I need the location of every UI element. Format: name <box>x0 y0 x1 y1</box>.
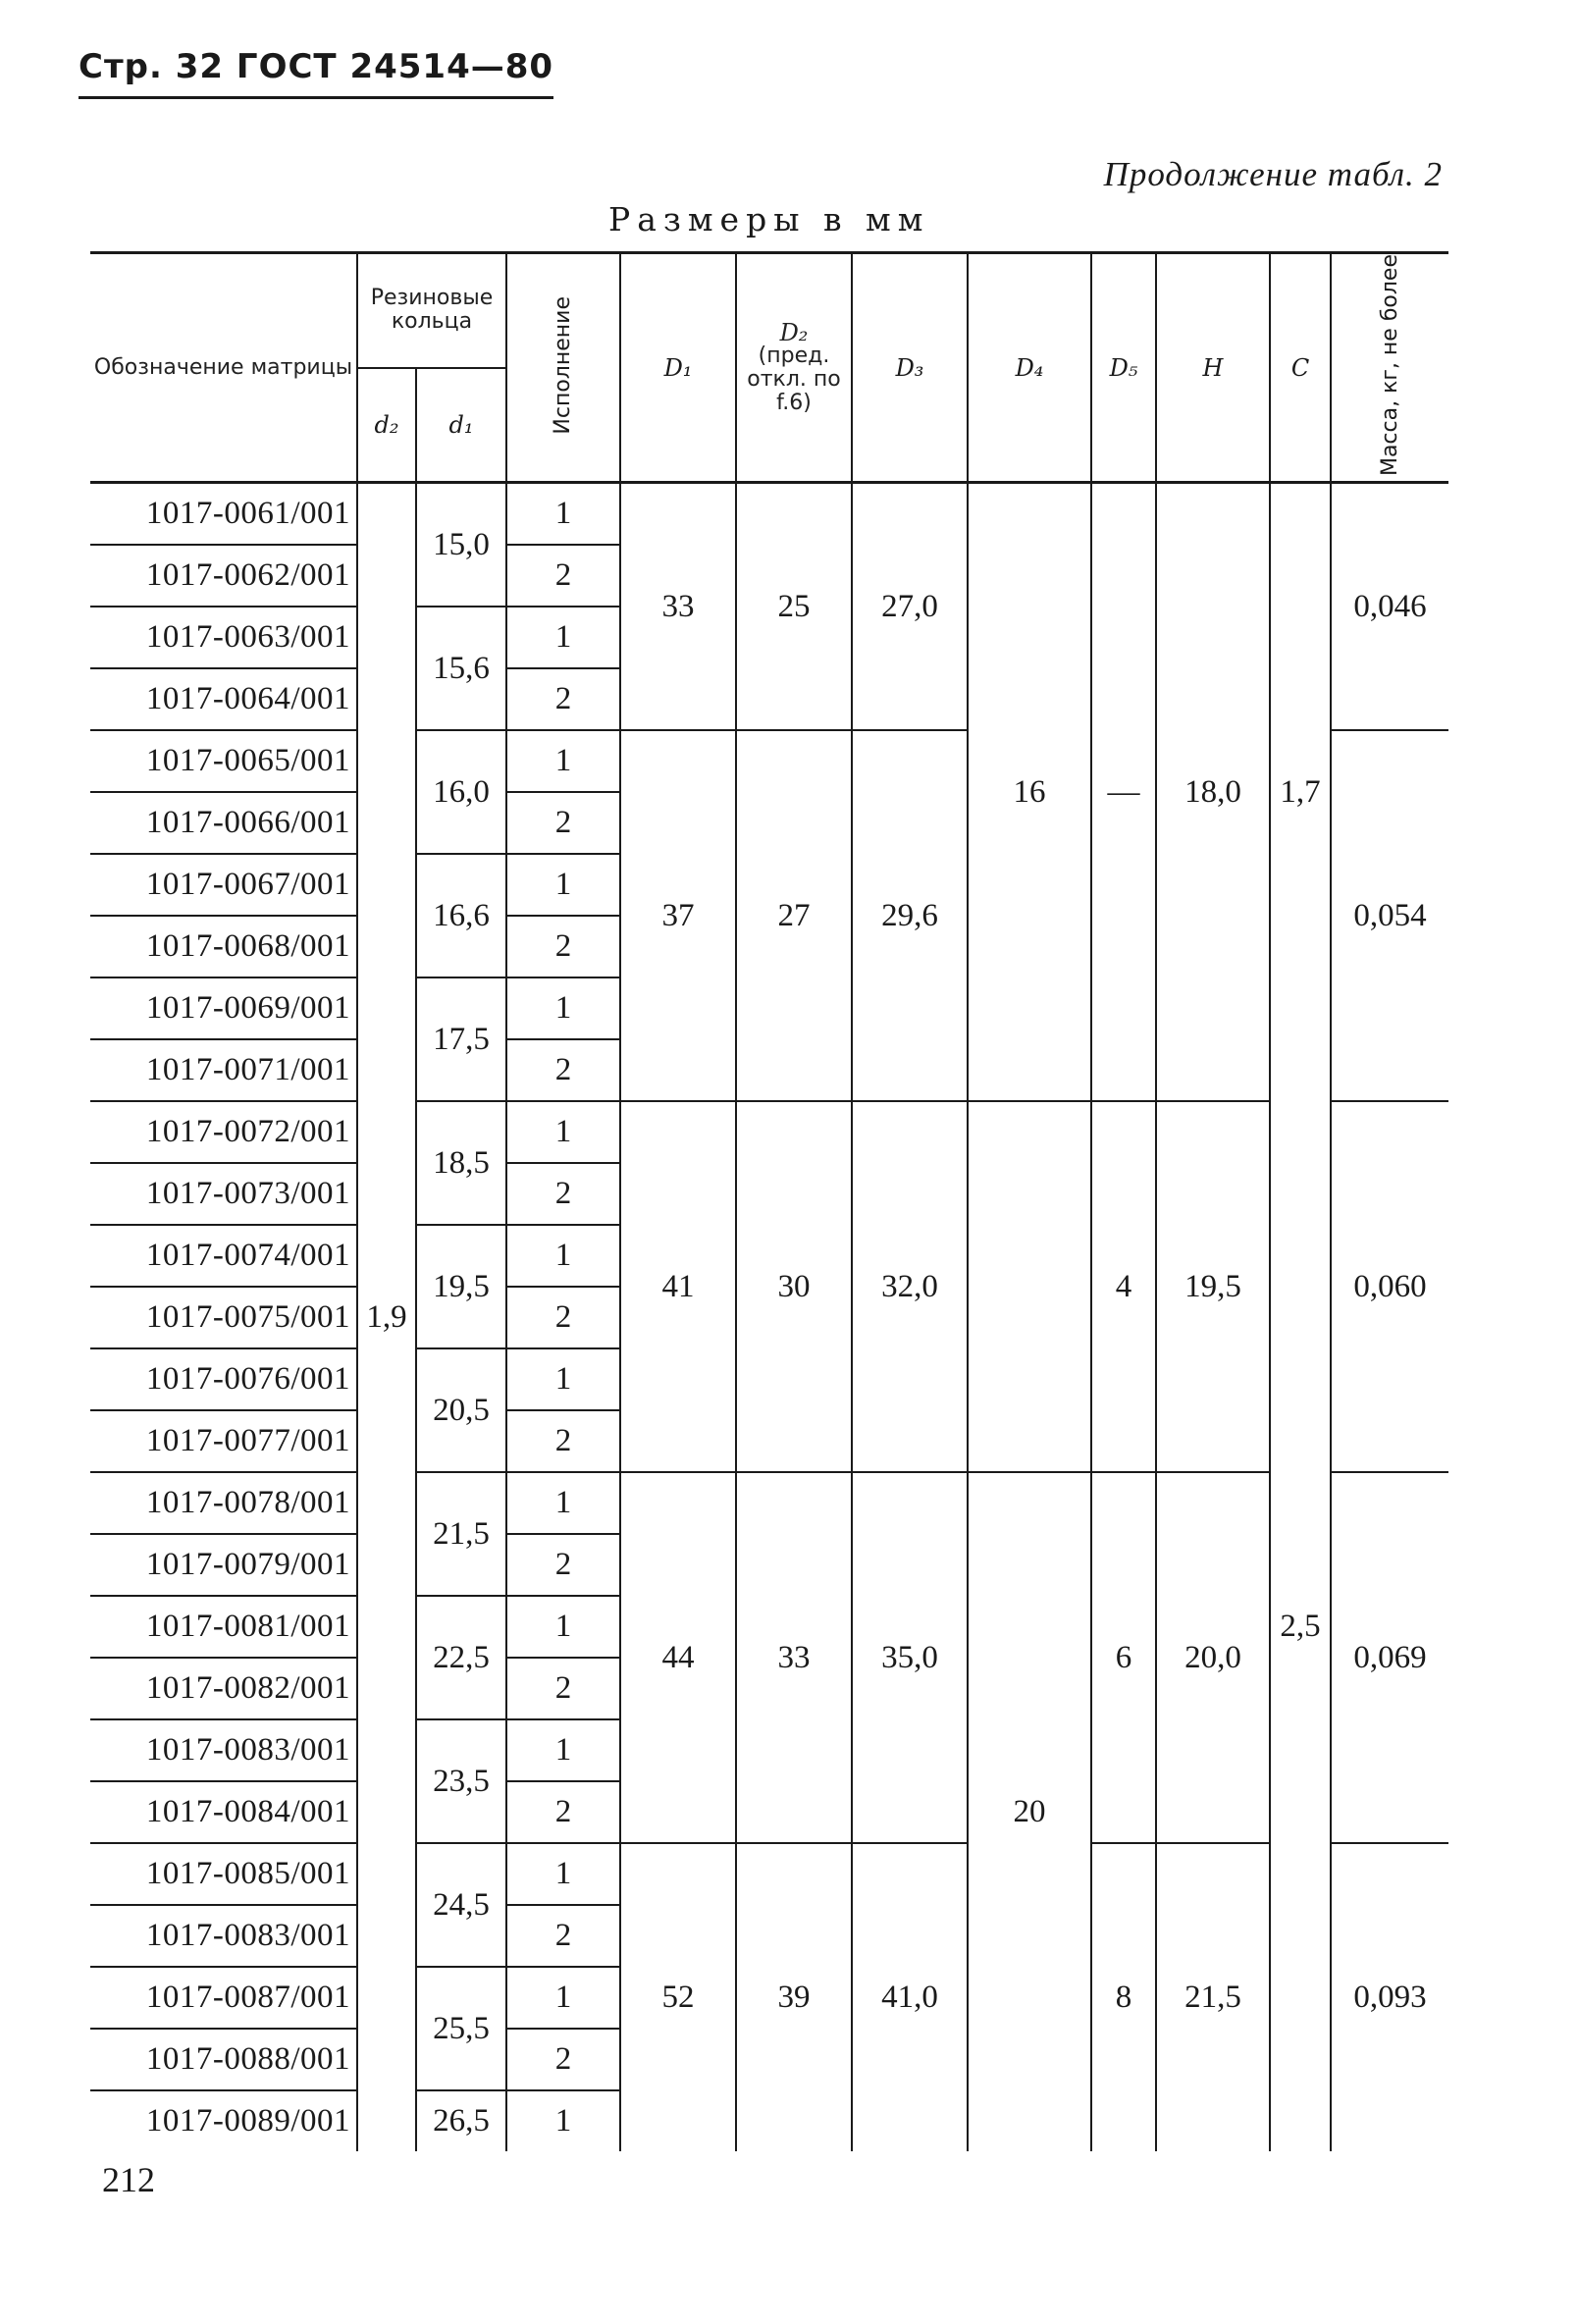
designation-cell: 1017-0071/001 <box>90 1039 357 1101</box>
d2-value-cell: 1,9 <box>357 483 416 2152</box>
d1-cell: 17,5 <box>416 977 506 1101</box>
d1-cell: 22,5 <box>416 1596 506 1719</box>
version-cell: 2 <box>506 545 620 607</box>
version-cell: 2 <box>506 1905 620 1967</box>
version-cell: 1 <box>506 1596 620 1658</box>
table-continuation-label: Продолжение табл. 2 <box>1103 155 1443 193</box>
D1-cell: 41 <box>620 1101 736 1472</box>
col-D3-header: D₃ <box>852 253 968 483</box>
designation-cell: 1017-0083/001 <box>90 1719 357 1781</box>
version-cell: 1 <box>506 977 620 1039</box>
col-D5-header: D₅ <box>1091 253 1156 483</box>
D3-cell: 27,0 <box>852 483 968 731</box>
version-cell: 1 <box>506 1719 620 1781</box>
mass-cell: 0,046 <box>1331 483 1448 731</box>
D5-cell: 4 <box>1091 1101 1156 1472</box>
d1-cell: 25,5 <box>416 1967 506 2090</box>
version-cell: 1 <box>506 1225 620 1287</box>
version-cell: 1 <box>506 730 620 792</box>
d1-cell: 16,6 <box>416 854 506 977</box>
H-cell: 19,5 <box>1156 1101 1270 1472</box>
d1-cell: 15,6 <box>416 607 506 730</box>
version-cell: 1 <box>506 483 620 546</box>
D1-cell: 52 <box>620 1843 736 2151</box>
col-D4-header: D₄ <box>968 253 1091 483</box>
version-cell: 1 <box>506 1843 620 1905</box>
designation-cell: 1017-0089/001 <box>90 2090 357 2151</box>
col-D2-header <box>736 253 852 483</box>
version-cell: 2 <box>506 1287 620 1348</box>
mass-cell: 0,093 <box>1331 1843 1448 2151</box>
col-rubber-rings-header: Резиновые кольца <box>357 253 506 368</box>
D4-cell: 16 <box>968 483 1091 1102</box>
col-designation-header: Обозначение матрицы <box>90 253 357 483</box>
version-cell: 1 <box>506 1348 620 1410</box>
D1-cell: 37 <box>620 730 736 1101</box>
d1-cell: 15,0 <box>416 483 506 607</box>
version-cell: 2 <box>506 1781 620 1843</box>
D4-cell <box>968 1101 1091 1472</box>
designation-cell: 1017-0074/001 <box>90 1225 357 1287</box>
designation-cell: 1017-0084/001 <box>90 1781 357 1843</box>
D3-cell: 41,0 <box>852 1843 968 2151</box>
version-cell: 2 <box>506 1410 620 1472</box>
D5-cell: 6 <box>1091 1472 1156 1843</box>
col-d1-header: d₁ <box>416 368 506 483</box>
D2-cell: 25 <box>736 483 852 731</box>
D5-cell: — <box>1091 483 1156 1102</box>
D1-cell: 33 <box>620 483 736 731</box>
version-cell: 1 <box>506 2090 620 2151</box>
page-header: Стр. 32 ГОСТ 24514—80 <box>79 47 553 99</box>
designation-cell: 1017-0085/001 <box>90 1843 357 1905</box>
mass-cell: 0,069 <box>1331 1472 1448 1843</box>
D4-cell: 20 <box>968 1472 1091 2151</box>
version-cell: 2 <box>506 1658 620 1719</box>
designation-cell: 1017-0062/001 <box>90 545 357 607</box>
col-mass-header: Масса, кг, не более <box>1331 253 1448 483</box>
H-cell: 21,5 <box>1156 1843 1270 2151</box>
designation-cell: 1017-0081/001 <box>90 1596 357 1658</box>
col-d2-header: d₂ <box>357 368 416 483</box>
designation-cell: 1017-0073/001 <box>90 1163 357 1225</box>
designation-cell: 1017-0076/001 <box>90 1348 357 1410</box>
H-cell: 18,0 <box>1156 483 1270 1102</box>
C-cell: 2,5 <box>1270 1101 1331 2151</box>
version-cell: 1 <box>506 607 620 668</box>
designation-cell: 1017-0065/001 <box>90 730 357 792</box>
D2-cell: 39 <box>736 1843 852 2151</box>
d1-cell: 26,5 <box>416 2090 506 2151</box>
designation-cell: 1017-0061/001 <box>90 483 357 546</box>
H-cell: 20,0 <box>1156 1472 1270 1843</box>
version-cell: 1 <box>506 1967 620 2029</box>
page-number: 212 <box>102 2160 155 2199</box>
D2-symbol: D₂ <box>779 318 809 346</box>
col-version-header: Исполнение <box>506 253 620 483</box>
version-cell: 2 <box>506 2029 620 2090</box>
mass-cell: 0,060 <box>1331 1101 1448 1472</box>
D3-cell: 29,6 <box>852 730 968 1101</box>
D5-cell: 8 <box>1091 1843 1156 2151</box>
d1-cell: 21,5 <box>416 1472 506 1596</box>
D1-cell: 44 <box>620 1472 736 1843</box>
col-D1-header: D₁ <box>620 253 736 483</box>
D2-cell: 27 <box>736 730 852 1101</box>
d1-cell: 23,5 <box>416 1719 506 1843</box>
designation-cell: 1017-0077/001 <box>90 1410 357 1472</box>
designation-cell: 1017-0063/001 <box>90 607 357 668</box>
version-cell: 2 <box>506 916 620 977</box>
spec-table <box>90 251 1448 2151</box>
designation-cell: 1017-0079/001 <box>90 1534 357 1596</box>
designation-cell: 1017-0066/001 <box>90 792 357 854</box>
version-cell: 2 <box>506 792 620 854</box>
mass-cell: 0,054 <box>1331 730 1448 1101</box>
version-cell: 2 <box>506 1039 620 1101</box>
designation-cell: 1017-0082/001 <box>90 1658 357 1719</box>
version-cell: 1 <box>506 1472 620 1534</box>
designation-cell: 1017-0069/001 <box>90 977 357 1039</box>
version-cell: 1 <box>506 854 620 916</box>
version-cell: 2 <box>506 1534 620 1596</box>
designation-cell: 1017-0068/001 <box>90 916 357 977</box>
designation-cell: 1017-0075/001 <box>90 1287 357 1348</box>
version-cell: 2 <box>506 668 620 730</box>
designation-cell: 1017-0067/001 <box>90 854 357 916</box>
D2-cell: 33 <box>736 1472 852 1843</box>
designation-cell: 1017-0078/001 <box>90 1472 357 1534</box>
d1-cell: 20,5 <box>416 1348 506 1472</box>
col-C-header: C <box>1270 253 1331 483</box>
designation-cell: 1017-0072/001 <box>90 1101 357 1163</box>
col-H-header: H <box>1156 253 1270 483</box>
D3-cell: 35,0 <box>852 1472 968 1843</box>
d1-cell: 24,5 <box>416 1843 506 1967</box>
dimensions-caption: Размеры в мм <box>608 200 930 238</box>
d1-cell: 18,5 <box>416 1101 506 1225</box>
C-cell: 1,7 <box>1270 483 1331 1102</box>
version-cell: 1 <box>506 1101 620 1163</box>
d1-cell: 19,5 <box>416 1225 506 1348</box>
designation-cell: 1017-0064/001 <box>90 668 357 730</box>
D3-cell: 32,0 <box>852 1101 968 1472</box>
D2-tolerance-note: (пред. откл. по f.6) <box>747 343 841 415</box>
designation-cell: 1017-0087/001 <box>90 1967 357 2029</box>
d1-cell: 16,0 <box>416 730 506 854</box>
designation-cell: 1017-0083/001 <box>90 1905 357 1967</box>
D2-cell: 30 <box>736 1101 852 1472</box>
designation-cell: 1017-0088/001 <box>90 2029 357 2090</box>
version-cell: 2 <box>506 1163 620 1225</box>
